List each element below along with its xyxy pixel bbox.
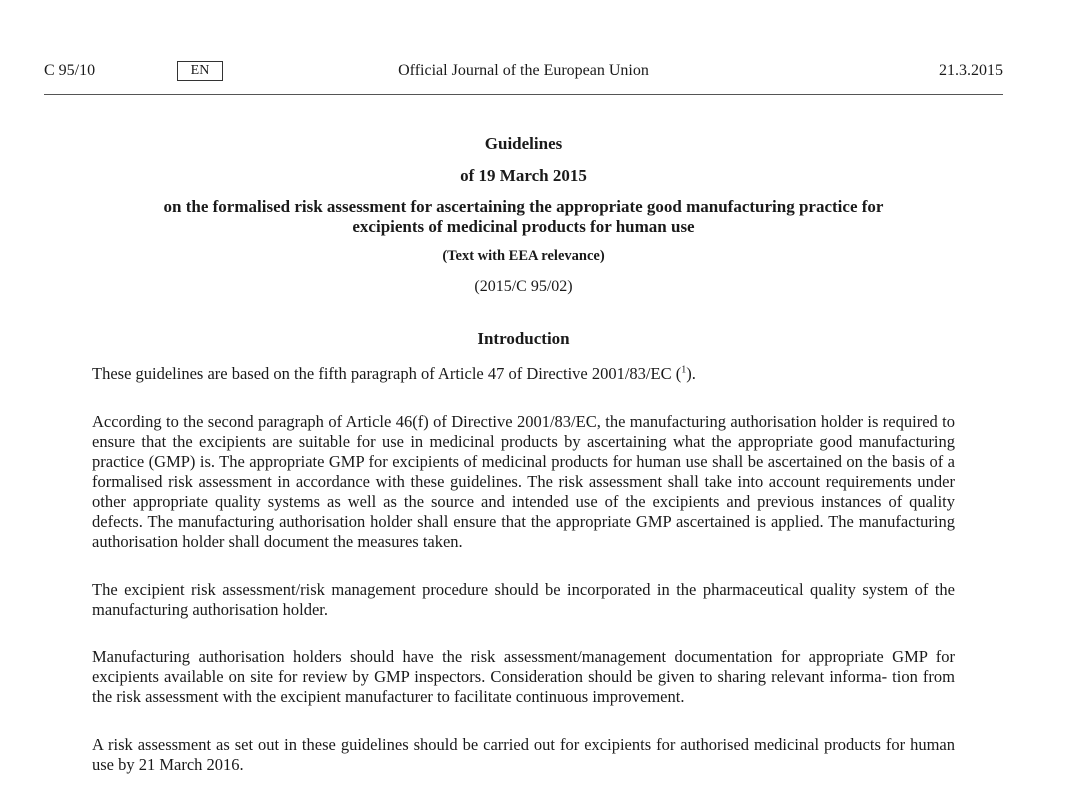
journal-reference: C 95/10 (44, 62, 96, 79)
section-heading-introduction: Introduction (477, 329, 570, 348)
footnote-ref-1[interactable]: 1 (681, 364, 687, 376)
paragraph-1 (92, 364, 955, 384)
paragraph-5: A risk assessment as set out in these guidelines should be carried out for excipients for authorised medicinal products for human use by 21 March 2016. (92, 735, 955, 774)
paragraph-2: According to the second paragraph of Article 46(f) of Directive 2001/83/EC, the manufacturing authorisation holder is required to ensure that the excipients are suitable for use in medicinal products by ascertaining what the appropriate good manufacturing practice (GMP) is. The appropriate GMP for excipients of medicinal products for human use shall be ascertained on the basis of a formalised risk assessment in accordance with these guidelines. The risk assessment shall take into account requirements under other appropriate quality systems as well as the source and intended use of the excipients and previous instances of quality defects. The manufacturing authorisation holder shall ensure that the appropriate GMP ascertained is applied. The manufacturing authorisation holder shall document the measures taken. (92, 412, 955, 551)
document-title-block (92, 133, 955, 350)
paragraph-4-part-2: tion from the risk assessment with the excipient manufacturer to facilitate continuous improvement. (92, 667, 955, 706)
paragraph-1-text: These guidelines are based on the fifth paragraph of Article 47 of Directive 2001/83/EC ( (92, 364, 682, 383)
publication-date: 21.3.2015 (939, 62, 1003, 79)
subject-line-2: excipients of medicinal products for human use (352, 217, 695, 236)
paragraph-4 (92, 647, 955, 707)
document-title: Guidelines (484, 134, 563, 153)
journal-title: Official Journal of the European Union (398, 62, 649, 79)
document-date: of 19 March 2015 (460, 166, 587, 185)
eea-relevance-note: (Text with EEA relevance) (442, 248, 605, 264)
language-badge: EN (177, 61, 223, 81)
subject-line-1: on the formalised risk assessment for ascertaining the appropriate good manufacturing practice for (163, 197, 884, 216)
document-subject (92, 197, 955, 237)
paragraph-4-part-1: Manufacturing authorisation holders should have the risk assessment/management documentation for appropriate GMP for excipients available on site for review by GMP inspectors. Consideration should be given to sharing relevant informa- (92, 647, 955, 686)
paragraph-3: The excipient risk assessment/risk management procedure should be incorporated in the pharmaceutical quality system of the manufacturing authorisation holder. (92, 580, 955, 619)
page-header (44, 58, 1003, 95)
document-reference: (2015/C 95/02) (474, 278, 573, 295)
paragraph-1-tail: ). (686, 364, 696, 383)
